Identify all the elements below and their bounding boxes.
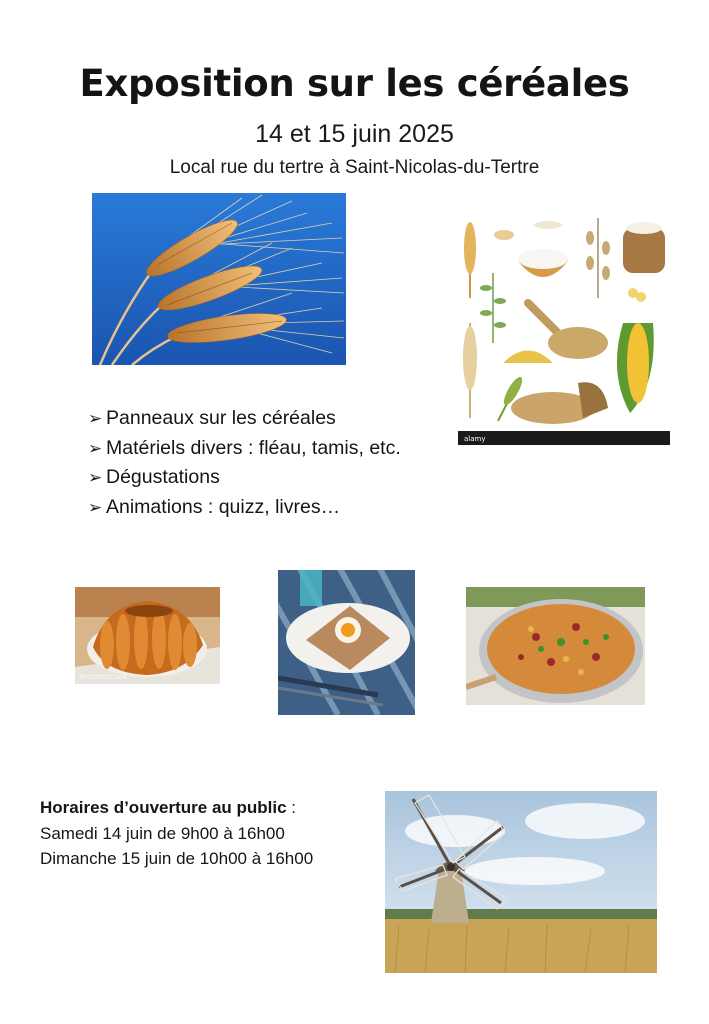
cake-image	[75, 587, 220, 684]
poster-dates: 14 et 15 juin 2025	[255, 120, 454, 148]
list-item: ➢ Dégustations	[88, 466, 220, 488]
poster-venue: Local rue du tertre à Saint-Nicolas-du-Tertre	[169, 157, 540, 178]
stock-logo: alamy	[464, 435, 486, 443]
opening-hours	[40, 795, 313, 872]
windmill-image	[385, 791, 657, 973]
poster-title: Exposition sur les céréales	[79, 62, 630, 105]
feature-list	[88, 404, 401, 522]
hours-sunday: Dimanche 15 juin de 10h00 à 16h00	[40, 849, 314, 868]
dish-image	[466, 587, 645, 705]
cereals-illustration	[458, 213, 670, 445]
hours-saturday: Samedi 14 juin de 9h00 à 16h00	[40, 823, 285, 843]
hours-heading: Horaires d’ouverture au public :	[40, 798, 297, 817]
crepe-image	[278, 570, 415, 715]
list-item: ➢ Animations : quizz, livres…	[88, 495, 341, 518]
list-item: ➢ Panneaux sur les céréales	[88, 407, 336, 429]
watermark: RecettesCook	[79, 673, 127, 681]
list-item: ➢ Matériels divers : fléau, tamis, etc.	[88, 436, 401, 459]
wheat-sky-image	[92, 193, 346, 365]
